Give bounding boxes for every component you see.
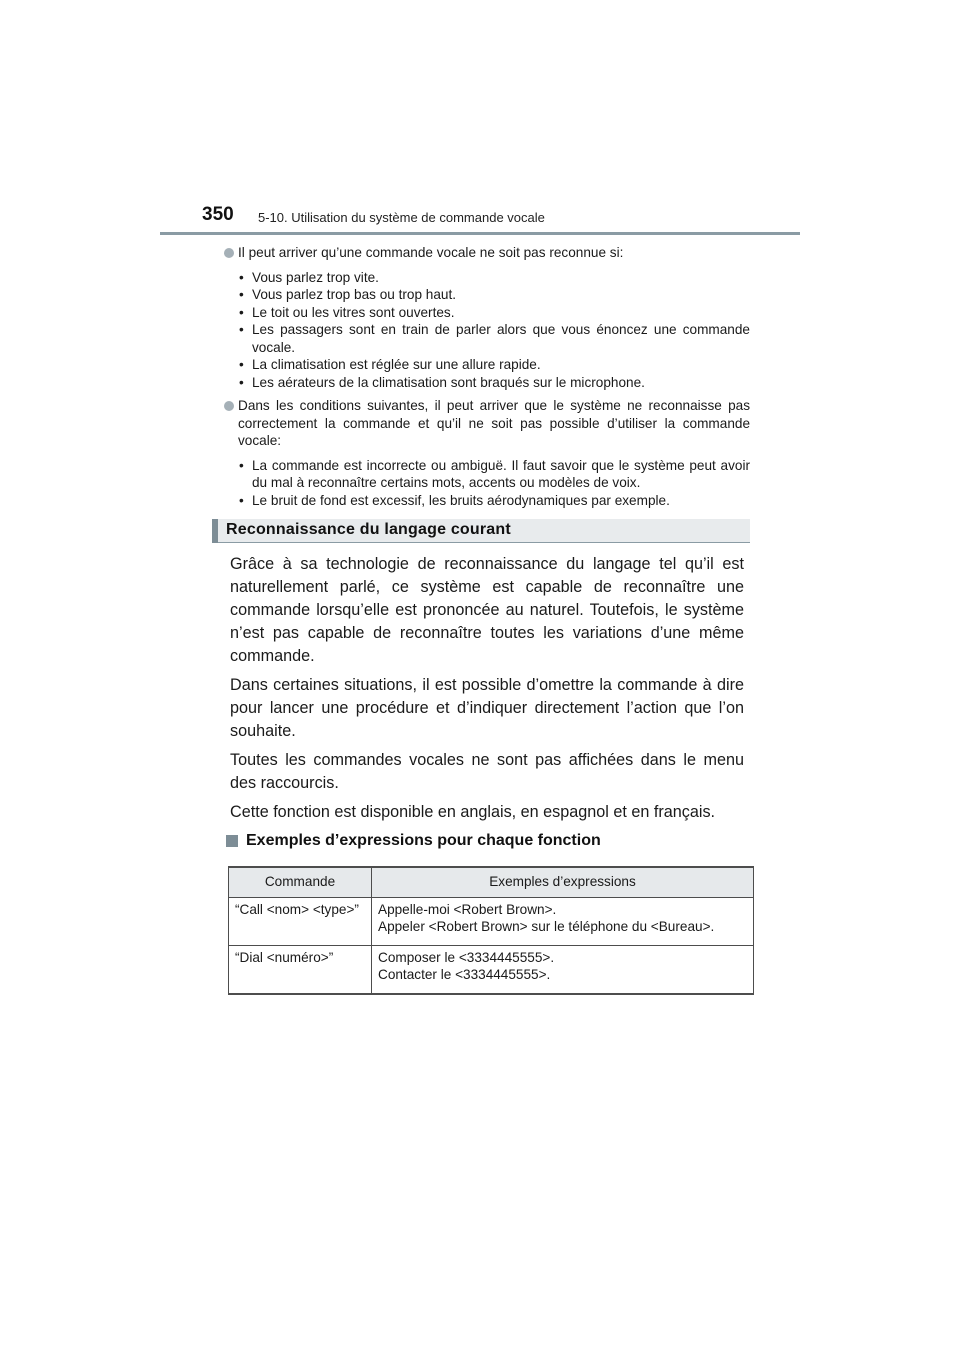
bullet-icon: • (239, 492, 244, 508)
list-item-text: La commande est incorrecte ou ambiguë. Il faut savoir que le système peut avoir du mal à reconnaître certains mots, accents ou modèles de voix. (252, 457, 750, 490)
list-item (236, 492, 750, 510)
bullet-icon: • (239, 374, 244, 390)
list-item-text: Les passagers sont en train de parler alors que vous énoncez une commande vocale. (252, 322, 750, 355)
page-content (224, 244, 750, 995)
examples-cell (372, 946, 754, 995)
bullet-dot-icon (224, 401, 234, 411)
column-header-examples: Exemples d’expressions (372, 867, 754, 898)
list-item-text: Le toit ou les vitres sont ouvertes. (252, 304, 455, 320)
list-item (236, 304, 750, 322)
examples-table (228, 866, 754, 995)
bullet-dot-icon (224, 248, 234, 258)
list-item-text: Le bruit de fond est excessif, les bruits aérodynamiques par exemple. (252, 492, 670, 508)
table-row (229, 946, 754, 995)
paragraph: Grâce à sa technologie de reconnaissance du langage tel qu’il est naturellement parlé, ce système est capable de reconnaître une commande lorsqu’elle est prononcée au naturel. Toutefois, le système n’est pas capable de reconnaître toutes les variations d’une même commande. (230, 555, 744, 665)
command-cell: “Dial <numéro>” (229, 946, 372, 995)
list-item (236, 286, 750, 304)
bullet-icon: • (239, 304, 244, 320)
page-number: 350 (202, 204, 234, 225)
command-cell: “Call <nom> <type>” (229, 898, 372, 946)
section-header (212, 519, 750, 543)
header-rule (160, 232, 800, 235)
list-item (236, 356, 750, 374)
subheading-text: Exemples d’expressions pour chaque fonction (246, 832, 601, 849)
bullet-icon: • (239, 287, 244, 302)
note-text: Dans les conditions suivantes, il peut arriver que le système ne reconnaisse pas correctement la commande et qu’il ne soit pas possible d’utiliser la commande vocale: (238, 398, 750, 448)
bullet-icon: • (239, 457, 244, 473)
list-item (236, 457, 750, 492)
column-header-command: Commande (229, 867, 372, 898)
table-header-row (229, 867, 754, 898)
example-line: Contacter le <3334445555>. (378, 966, 551, 982)
running-header: 5-10. Utilisation du système de commande vocale (258, 210, 545, 225)
list-item-text: La climatisation est réglée sur une allure rapide. (252, 357, 541, 372)
list-item (236, 269, 750, 287)
example-line: Appeler <Robert Brown> sur le téléphone du <Bureau>. (378, 918, 715, 934)
list-item-text: Vous parlez trop vite. (252, 269, 379, 285)
section-title: Reconnaissance du langage courant (226, 521, 511, 538)
examples-cell (372, 898, 754, 946)
list-item-text: Les aérateurs de la climatisation sont braqués sur le microphone. (252, 374, 645, 390)
square-bullet-icon (226, 835, 238, 847)
bullet-icon: • (239, 269, 244, 285)
bullet-icon: • (239, 322, 244, 337)
list-item-text: Vous parlez trop bas ou trop haut. (252, 287, 457, 302)
bullet-icon: • (239, 357, 244, 372)
example-line: Composer le <3334445555>. (378, 950, 555, 965)
note-item (224, 244, 750, 262)
note-text: Il peut arriver qu’une commande vocale ne soit pas reconnue si: (238, 245, 624, 260)
subheading (224, 832, 750, 850)
condition-list (236, 457, 750, 510)
list-item (236, 321, 750, 356)
condition-list (236, 269, 750, 392)
table-row (229, 898, 754, 946)
paragraph: Dans certaines situations, il est possible d’omettre la commande à dire pour lancer une procédure et d’indiquer directement l’action que l’on souhaite. (230, 676, 744, 740)
note-item (224, 397, 750, 450)
list-item (236, 374, 750, 392)
example-line: Appelle-moi <Robert Brown>. (378, 902, 557, 917)
paragraph: Toutes les commandes vocales ne sont pas affichées dans le menu des raccourcis. (230, 751, 744, 792)
section-accent (212, 519, 218, 543)
paragraph: Cette fonction est disponible en anglais, en espagnol et en français. (230, 803, 716, 821)
